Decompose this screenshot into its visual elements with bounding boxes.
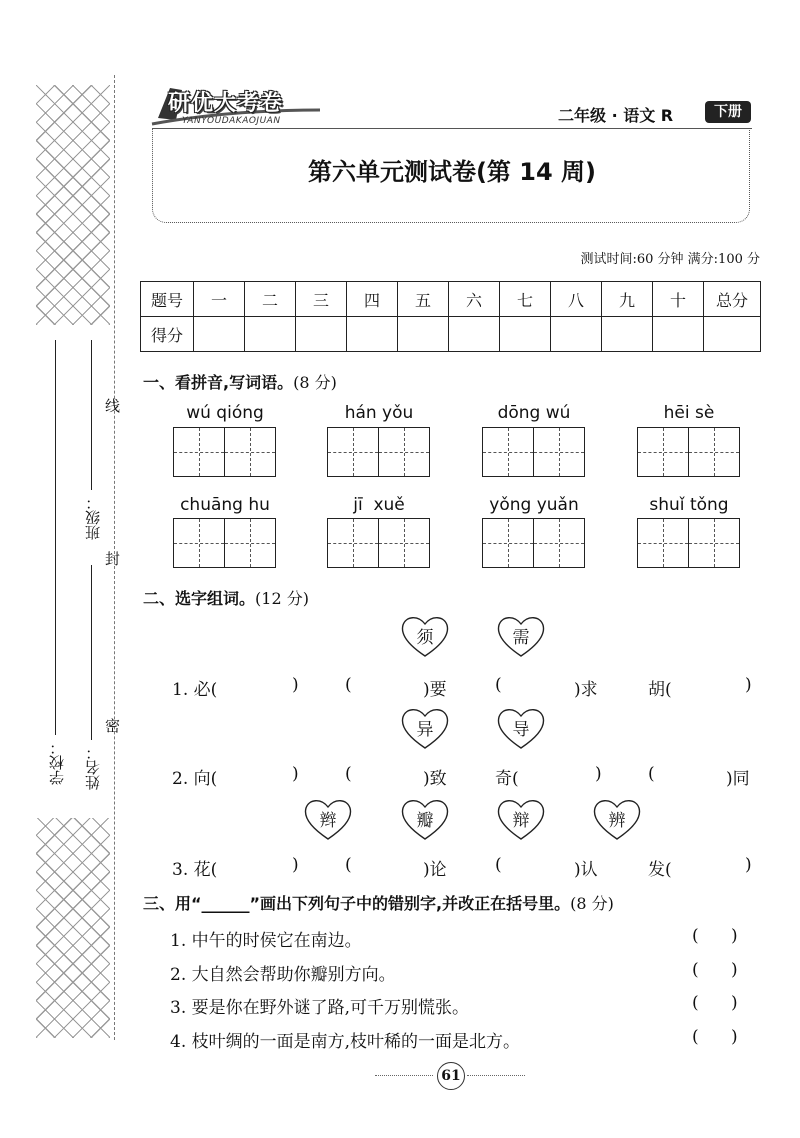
section1-title: 一、看拼音,写词语。 [143, 373, 294, 392]
writing-grid[interactable] [637, 427, 741, 477]
section1-points: (8 分) [293, 373, 337, 392]
score-table [140, 281, 761, 352]
score-header-cell: 二 [245, 282, 296, 317]
heart-char: 需 [512, 628, 530, 648]
score-header-cell: 总分 [704, 282, 761, 317]
section2-title: 二、选字组词。 [143, 589, 256, 608]
heart-char: 须 [416, 628, 434, 648]
brand-logo [150, 80, 322, 132]
section3-heading [143, 891, 614, 914]
grade-subject: 二年级 · 语文 R [558, 106, 674, 125]
score-header-cell: 四 [347, 282, 398, 317]
section3-title: 三、用“______”画出下列句子中的错别字,并改正在括号里。 [143, 894, 571, 913]
fill-item: 1. 必( [172, 680, 218, 700]
heart-char: 辨 [608, 811, 626, 831]
score-input-cell[interactable] [398, 317, 449, 352]
score-value-row [141, 317, 761, 352]
section1-heading [143, 370, 337, 393]
binding-pattern-bottom [36, 818, 110, 1038]
score-input-cell[interactable] [194, 317, 245, 352]
fill-item: )论 [423, 860, 447, 880]
fill-item: ( [495, 675, 502, 695]
score-header-cell: 七 [500, 282, 551, 317]
fill-item: ( [345, 764, 352, 784]
writing-grid[interactable] [482, 518, 586, 568]
sentence-item: 4. 枝叶绸的一面是南方,枝叶稀的一面是北方。 [170, 1032, 521, 1052]
fill-item: 2. 向( [172, 769, 218, 789]
footer-dots-left [375, 1075, 433, 1076]
heart-char-option [400, 706, 450, 750]
writing-grid[interactable] [327, 518, 431, 568]
answer-paren[interactable]: ( ) [692, 1027, 738, 1047]
section2-points: (12 分) [255, 589, 309, 608]
sentence-item: 1. 中午的时侯它在南边。 [170, 931, 362, 951]
fill-item: ) [292, 764, 299, 784]
school-write-line [55, 340, 56, 735]
pinyin-label: hán yǒu [344, 403, 414, 423]
fill-item: )要 [423, 680, 447, 700]
heart-char-option [496, 706, 546, 750]
fill-item: )同 [726, 769, 750, 789]
fill-item: 3. 花( [172, 860, 218, 880]
heart-char: 瓣 [416, 811, 434, 831]
writing-grid[interactable] [173, 427, 277, 477]
binding-mark-mi: 密 [105, 717, 121, 735]
fill-item: 胡( [648, 680, 672, 700]
heart-char-option [496, 797, 546, 841]
pinyin-label: wú qióng [186, 403, 264, 423]
footer-dots-right [467, 1075, 525, 1076]
logo-subtext: YANYOUDAKAOJUAN [182, 116, 281, 126]
page-title: 第六单元测试卷(第 14 周) [307, 158, 597, 186]
score-header-cell: 八 [551, 282, 602, 317]
logo-text: 研优大考卷 [168, 91, 284, 116]
volume-badge: 下册 [705, 101, 751, 123]
score-input-cell[interactable] [245, 317, 296, 352]
pinyin-label: jī xuě [353, 495, 405, 515]
score-input-cell[interactable] [653, 317, 704, 352]
class-write-line [91, 340, 92, 490]
pinyin-label: chuāng hu [180, 495, 270, 515]
fill-item: ) [292, 855, 299, 875]
pinyin-label: shuǐ tǒng [649, 495, 729, 515]
school-label: 学校： [48, 740, 66, 785]
score-input-cell[interactable] [449, 317, 500, 352]
heart-char: 导 [512, 720, 530, 740]
writing-grid[interactable] [173, 518, 277, 568]
writing-grid[interactable] [637, 518, 741, 568]
score-row-label: 得分 [141, 317, 194, 352]
fill-item: ( [345, 675, 352, 695]
section2-heading [143, 586, 309, 609]
section3-points: (8 分) [570, 894, 614, 913]
fill-item: )认 [574, 860, 598, 880]
score-input-cell[interactable] [500, 317, 551, 352]
pinyin-label: yǒng yuǎn [489, 495, 579, 515]
class-label: 班级： [84, 495, 102, 540]
binding-mark-xian: 线 [105, 397, 121, 415]
score-header-cell: 九 [602, 282, 653, 317]
heart-char: 辩 [512, 811, 530, 831]
fill-item: ) [595, 764, 602, 784]
fill-item: )求 [574, 680, 598, 700]
heart-char: 辫 [319, 811, 337, 831]
name-label: 姓名： [84, 745, 102, 790]
heart-char: 异 [416, 720, 434, 740]
fill-item: ) [292, 675, 299, 695]
binding-mark-feng: 封 [105, 550, 121, 568]
heart-char-option [400, 797, 450, 841]
score-header-cell: 五 [398, 282, 449, 317]
heart-char-option [400, 614, 450, 658]
score-input-cell[interactable] [551, 317, 602, 352]
test-meta: 测试时间:60 分钟 满分:100 分 [580, 252, 760, 267]
heart-char-option [303, 797, 353, 841]
score-header-cell: 一 [194, 282, 245, 317]
fill-item: ( [495, 855, 502, 875]
fill-item: ) [745, 855, 752, 875]
binding-pattern-top [36, 85, 110, 325]
fill-item: ) [745, 675, 752, 695]
sentence-item: 2. 大自然会帮助你瓣别方向。 [170, 965, 396, 985]
fill-item: ( [648, 764, 655, 784]
fill-item: 发( [648, 860, 672, 880]
score-header-row [141, 282, 761, 317]
fill-item: ( [345, 855, 352, 875]
writing-grid[interactable] [482, 427, 586, 477]
score-header-cell: 三 [296, 282, 347, 317]
writing-grid[interactable] [327, 427, 431, 477]
answer-paren[interactable]: ( ) [692, 960, 738, 980]
name-write-line [91, 565, 92, 740]
answer-paren[interactable]: ( ) [692, 926, 738, 946]
pinyin-label: dōng wú [497, 403, 571, 423]
score-input-cell[interactable] [704, 317, 761, 352]
fill-item: )致 [423, 769, 447, 789]
score-input-cell[interactable] [347, 317, 398, 352]
sentence-item: 3. 要是你在野外谜了路,可千万别慌张。 [170, 998, 470, 1018]
fill-item: 奇( [495, 769, 519, 789]
score-header-cell: 十 [653, 282, 704, 317]
heart-char-option [592, 797, 642, 841]
score-input-cell[interactable] [296, 317, 347, 352]
score-input-cell[interactable] [602, 317, 653, 352]
heart-char-option [496, 614, 546, 658]
pinyin-label: hēi sè [663, 403, 715, 423]
page-number: 61 [437, 1062, 465, 1090]
score-header-cell: 六 [449, 282, 500, 317]
answer-paren[interactable]: ( ) [692, 993, 738, 1013]
score-header-cell: 题号 [141, 282, 194, 317]
